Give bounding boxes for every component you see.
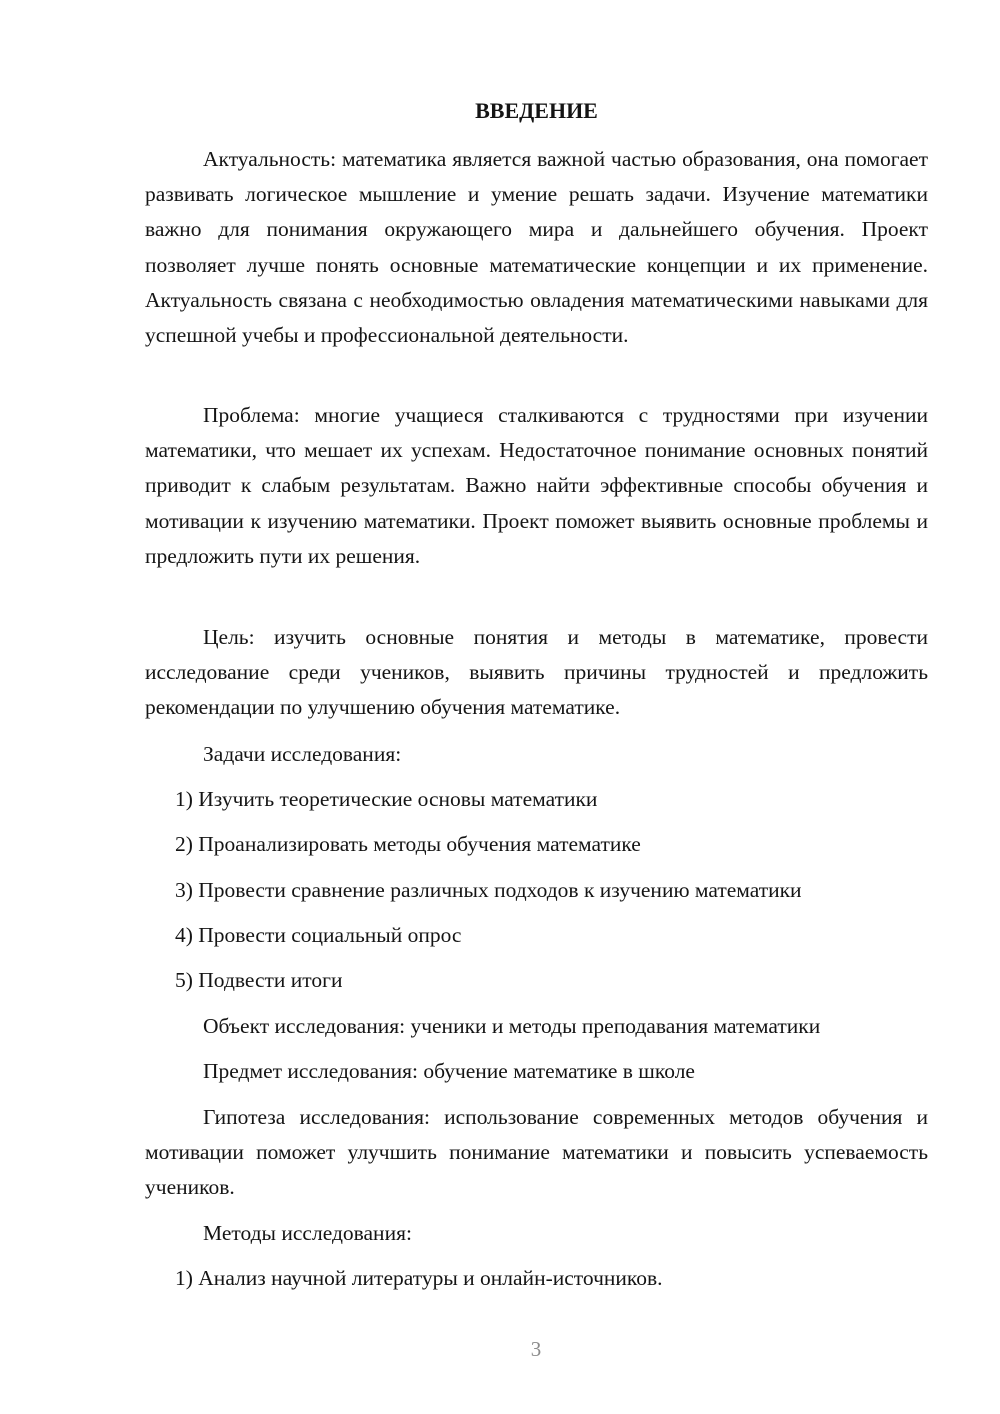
method-item-1: 1) Анализ научной литературы и онлайн-источников. xyxy=(175,1266,663,1290)
research-subject: Предмет исследования: обучение математике в школе xyxy=(203,1059,695,1083)
tasks-heading: Задачи исследования: xyxy=(203,742,402,766)
problem-paragraph: Проблема: многие учащиеся сталкиваются с трудностями при изучении математики, что мешает их успехам. Недостаточное понимание основных понятий приводит к слабым результатам. Важно найти эффективные способы обучения и мотивации к изучению математики. Проект поможет выявить основные проблемы и предложить пути их решения. xyxy=(145,403,928,568)
task-item-2: 2) Проанализировать методы обучения математике xyxy=(175,832,641,856)
task-item-1: 1) Изучить теоретические основы математики xyxy=(175,787,598,811)
research-object: Объект исследования: ученики и методы преподавания математики xyxy=(203,1014,821,1038)
page-title: ВВЕДЕНИЕ xyxy=(475,98,598,123)
methods-heading: Методы исследования: xyxy=(203,1221,412,1245)
relevance-paragraph: Актуальность: математика является важной частью образования, она помогает развивать логическое мышление и умение решать задачи. Изучение математики важно для понимания окружающего мира и дальнейшего обучения. Проект позволяет лучше понять основные математические концепции и их применение. Актуальность связана с необходимостью овладения математическими навыками для успешной учебы и профессиональной деятельности. xyxy=(145,147,928,348)
goal-paragraph: Цель: изучить основные понятия и методы в математике, провести исследование среди учеников, выявить причины трудностей и предложить рекомендации по улучшению обучения математике. xyxy=(145,625,928,720)
task-item-4: 4) Провести социальный опрос xyxy=(175,923,462,947)
task-item-3: 3) Провести сравнение различных подходов к изучению математики xyxy=(175,878,802,902)
hypothesis-paragraph: Гипотеза исследования: использование современных методов обучения и мотивации поможет улучшить понимание математики и повысить успеваемость учеников. xyxy=(145,1105,928,1200)
page-number: 3 xyxy=(530,1337,542,1361)
task-item-5: 5) Подвести итоги xyxy=(175,968,343,992)
